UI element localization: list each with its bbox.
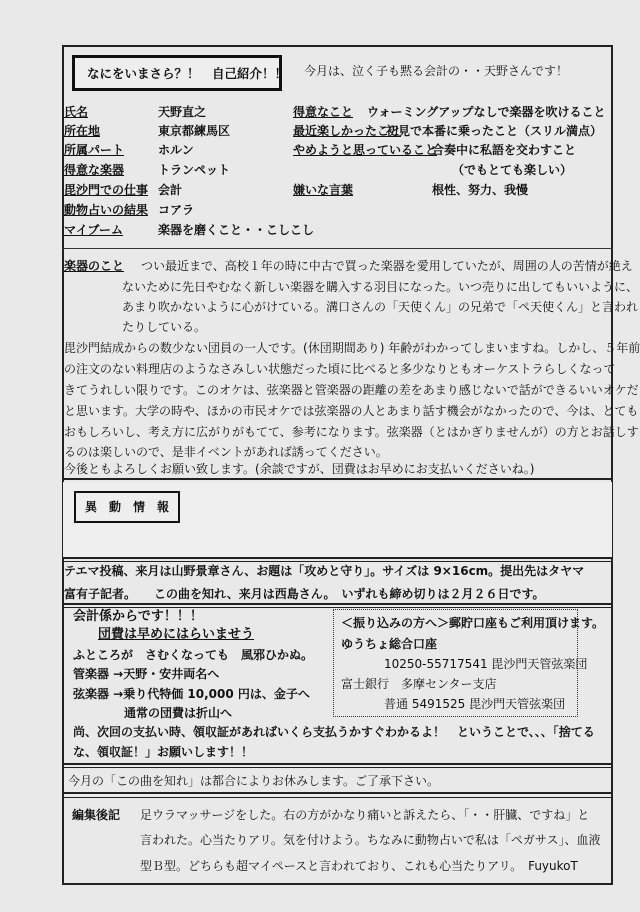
notice-line: テエマ投稿、来月は山野景章さん、お題は「攻めと守り」。サイズは 9×16cm。提出先はタヤマ bbox=[64, 564, 585, 578]
accounting-line: 通常の団費は折山へ bbox=[124, 706, 233, 720]
bank-line: ゆうちょ総合口座 bbox=[341, 637, 438, 651]
divider bbox=[62, 763, 613, 768]
profile-title: なにをいまさら？！ 自己紹介！！ bbox=[87, 66, 288, 81]
value-quit-note: （でもとても楽しい） bbox=[452, 163, 573, 177]
value-recent-fun: 初見で本番に乗ったこと（スリル満点） bbox=[386, 124, 603, 138]
label-recent-fun: 最近楽しかったこと bbox=[293, 124, 402, 138]
bank-line: 10250-55717541 毘沙門天管弦楽団 bbox=[384, 657, 588, 671]
value-name: 天野直之 bbox=[158, 105, 207, 119]
afterword-line: 型Ｂ型。どちらも超マイペースと言われており、これも心当たりアリ。 FuyukoT bbox=[140, 859, 578, 873]
body-line: 毘沙門結成からの数少ない団員の一人です。(休団期間あり) 年齢がわかってしまいますね。しかし、５年前 bbox=[64, 341, 640, 355]
body-line: と思います。大学の時や、ほかの市民オケでは弦楽器の人とあまり話す機会がなかったので、今は、とても bbox=[64, 404, 639, 418]
label-good-at: 得意なこと bbox=[293, 105, 354, 119]
instrument-line: つい最近まで、高校１年の時に中古で買った楽器を愛用していたが、周囲の人の苦情が絶え bbox=[141, 259, 633, 273]
instrument-line: あまり吹かないように心がけている。溝口さんの「天使くん」の兄弟で「ペ天使くん」と言われ bbox=[122, 300, 639, 314]
afterword-label: 編集後記 bbox=[72, 808, 121, 822]
label-location: 所在地 bbox=[64, 124, 101, 138]
value-dislike: 根性、努力、我慢 bbox=[432, 183, 529, 197]
accounting-title: 会計係からです！！！ bbox=[73, 609, 203, 624]
label-job: 毘沙門での仕事 bbox=[64, 183, 149, 197]
notice-line: 富有子記者。 この曲を知れ、来月は西島さん。 いずれも締め切りは２月２６日です。 bbox=[64, 587, 545, 601]
accounting-line: ふところが さむくなっても 風邪ひかぬ。 bbox=[73, 648, 314, 662]
label-animal: 動物占いの結果 bbox=[64, 203, 149, 217]
body-line: 今後ともよろしくお願い致します。(余談ですが、団費はお早めにお支払いくださいね。) bbox=[64, 462, 535, 476]
body-line: の注文のない料理店のようなさみしい状態だった頃に比べると多少なりともオーケストラらしくなって bbox=[64, 362, 616, 376]
accounting-headline: 団費は早めにはらいませう bbox=[98, 627, 255, 642]
bank-line: 普通 5491525 毘沙門天管弦楽団 bbox=[384, 697, 566, 711]
value-quit: 合奏中に私語を交わすこと bbox=[432, 143, 577, 157]
value-instrument: トランペット bbox=[158, 163, 231, 177]
accounting-line: 弦楽器 →乗り代特価 10,000 円は、金子へ bbox=[73, 687, 310, 701]
accounting-footer: な、領収証！」お願いします！！ bbox=[73, 745, 254, 759]
bank-line: 富士銀行 多摩センター支店 bbox=[341, 677, 497, 691]
label-quit: やめようと思っていること bbox=[293, 143, 438, 157]
value-animal: コアラ bbox=[158, 203, 195, 217]
body-line: るのは楽しいので、是非イベントがあれば誘ってください。 bbox=[64, 445, 388, 459]
divider bbox=[62, 248, 613, 249]
instrument-label: 楽器のこと bbox=[64, 259, 125, 273]
body-line: きてうれしい限りです。このオケは、弦楽器と管楽器の距離の差をあまり感じないで話ができるいいオケだ bbox=[64, 383, 639, 397]
instrument-line: たりしている。 bbox=[122, 320, 207, 334]
label-instrument: 得意な楽器 bbox=[64, 163, 125, 177]
value-part: ホルン bbox=[158, 143, 194, 157]
value-location: 東京都練馬区 bbox=[158, 124, 231, 138]
label-name: 氏名 bbox=[64, 105, 89, 119]
label-boom: マイブーム bbox=[64, 223, 124, 237]
body-line: おもしろいし、考え方に広がりがもてて、参考になります。弦楽器（とはかぎりませんが）の方とお話しす bbox=[64, 425, 639, 439]
divider bbox=[62, 792, 613, 798]
label-part: 所属パート bbox=[64, 143, 125, 157]
profile-title-box bbox=[72, 55, 288, 91]
accounting-line: 管楽器 →天野・安井両名へ bbox=[73, 667, 220, 681]
profile-subtitle: 今月は、泣く子も黙る会計の・・天野さんです！ bbox=[304, 64, 569, 78]
transfer-title: 異 動 情 報 bbox=[85, 500, 170, 514]
song-notice: 今月の「この曲を知れ」は都合によりお休みします。ご了承下さい。 bbox=[68, 774, 440, 788]
label-dislike: 嫌いな言葉 bbox=[293, 183, 354, 197]
value-boom: 楽器を磨くこと・・こしこし bbox=[158, 223, 315, 237]
value-job: 会計 bbox=[158, 183, 183, 197]
value-good-at: ウォーミングアップなしで楽器を吹けること bbox=[367, 105, 606, 119]
afterword-line: 言われた。心当たりアリ。気を付けよう。ちなみに動物占いで私は「ペガサス」、血液 bbox=[140, 833, 601, 847]
afterword-line: 足ウラマッサージをした。右の方がかなり痛いと訴えたら、「・・肝臓、ですね」と bbox=[140, 808, 590, 822]
divider bbox=[62, 603, 613, 608]
transfer-title-box bbox=[74, 491, 180, 523]
accounting-footer: 尚、次回の支払い時、領収証があればいくら支払うかすぐわかるよ！ ということで、、、「捨てる bbox=[73, 725, 595, 739]
divider bbox=[62, 557, 613, 562]
bank-line: ＜振り込みの方へ＞郵貯口座もご利用頂けます。 bbox=[341, 616, 605, 630]
instrument-line: ないために先日やむなく新しい楽器を購入する羽目になった。いつ売りに出してもいいように、 bbox=[122, 280, 639, 294]
